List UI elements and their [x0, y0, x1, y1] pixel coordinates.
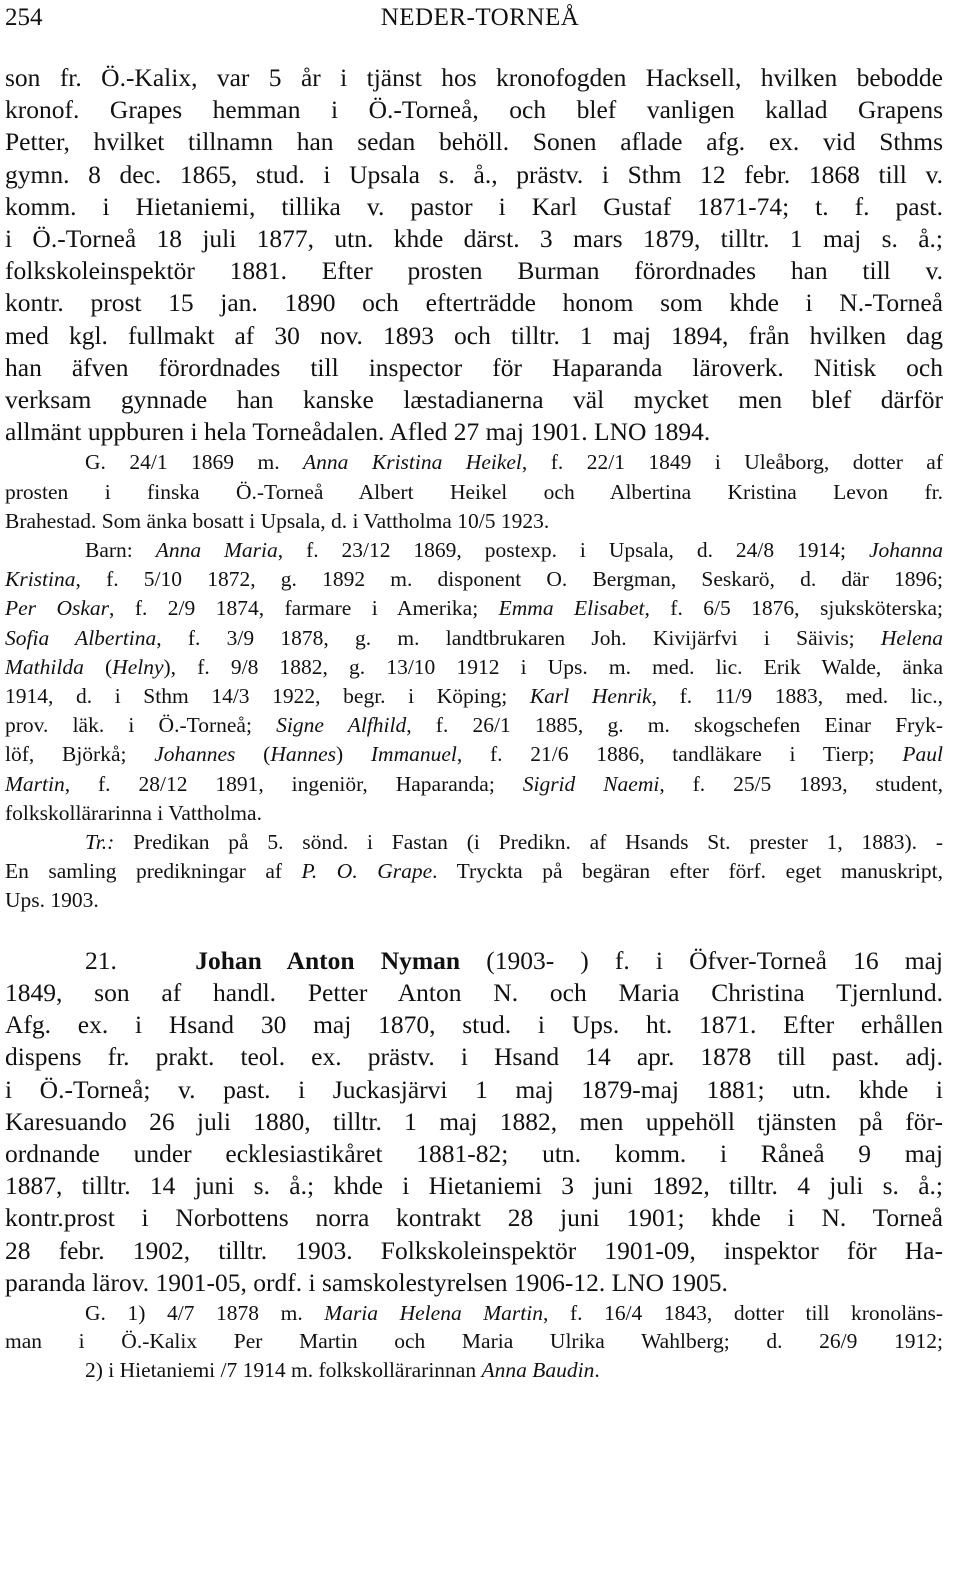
- text-line: verksam gynnade han kanske læstadianerna väl mycket men blef därför: [5, 385, 943, 415]
- text-line: i Ö.-Torneå; v. past. i Juckasjärvi 1 maj 1879-maj 1881; utn. khde i: [5, 1074, 943, 1104]
- person-name: Johanna: [868, 538, 943, 563]
- entry-gap: [5, 916, 943, 945]
- entry-20-biography: [5, 62, 943, 448]
- entry-20-family: [5, 448, 943, 915]
- text-line: Karesuando 26 juli 1880, tilltr. 1 maj 1882, men uppehöll tjänsten på för-: [5, 1106, 943, 1136]
- text-line: han äfven förordnades till inspector för Haparanda läroverk. Nitisk och: [5, 352, 943, 382]
- text-line: i Ö.-Torneå 18 juli 1877, utn. khde därst. 3 mars 1879, tilltr. 1 maj s. å.;: [5, 224, 943, 254]
- children-line: löf, Björkå; Johannes (Hannes) Immanuel, f. 21/6 1886, tandläkare i Tierp; Paul: [5, 742, 943, 767]
- text-line: son fr. Ö.-Kalix, var 5 år i tjänst hos kronofogden Hacksell, hvilken bebodde: [5, 63, 943, 92]
- person-name: Johannes: [154, 742, 236, 767]
- person-name: Emma Elisabet: [498, 596, 645, 621]
- text-line: 28 febr. 1902, tilltr. 1903. Folkskoleinspektör 1901-09, inspektor för Ha-: [5, 1235, 943, 1265]
- person-name: Per Oskar: [5, 596, 110, 621]
- text-line: paranda lärov. 1901-05, ordf. i samskolestyrelsen 1906-12. LNO 1905.: [5, 1267, 728, 1297]
- text-line: folkskollärarinna i Vattholma.: [5, 800, 262, 825]
- text-line: 1887, tilltr. 14 juni s. å.; khde i Hietaniemi 3 juni 1892, tilltr. 4 juli s. å.;: [5, 1171, 943, 1201]
- children-line: 1914, d. i Sthm 14/3 1922, begr. i Köping; Karl Henrik, f. 11/9 1883, med. lic.,: [5, 684, 943, 709]
- text-line: gymn. 8 dec. 1865, stud. i Upsala s. å., prästv. i Sthm 12 febr. 1868 till v.: [5, 159, 943, 189]
- text-line: man i Ö.-Kalix Per Martin och Maria Ulrika Wahlberg; d. 26/9 1912;: [5, 1329, 943, 1354]
- text-line: ordnande under ecklesiastikåret 1881-82; utn. komm. i Råneå 9 maj: [5, 1138, 943, 1168]
- text-line: Afg. ex. i Hsand 30 maj 1870, stud. i Ups. ht. 1871. Efter erhållen: [5, 1010, 943, 1040]
- text-line: kontr. prost 15 jan. 1890 och efterträdde honom som khde i N.-Torneå: [5, 288, 943, 318]
- entry-person-name: Johan Anton Nyman: [195, 945, 461, 975]
- marriage-line: G. 24/1 1869 m. Anna Kristina Heikel, f. 22/1 1849 i Uleåborg, dotter af: [85, 450, 943, 475]
- person-name: Signe Alfhild: [276, 713, 407, 738]
- children-line: Per Oskar, f. 2/9 1874, farmare i Amerika; Emma Elisabet, f. 6/5 1876, sjuksköterska;: [5, 596, 943, 621]
- text-line: Petter, hvilket tillnamn han sedan behöll. Sonen aflade afg. ex. vid Sthms: [5, 127, 943, 157]
- person-name: Anna Baudin: [481, 1357, 595, 1382]
- entry-number: 21.: [85, 945, 117, 975]
- person-name: Maria Helena Martin: [324, 1300, 543, 1325]
- text-line: kontr.prost i Norbottens norra kontrakt 28 juni 1901; khde i N. Torneå: [5, 1203, 943, 1233]
- person-name: Kristina: [5, 567, 76, 592]
- text-line: komm. i Hietaniemi, tillika v. pastor i Karl Gustaf 1871-74; t. f. past.: [5, 191, 943, 221]
- text-line: kronof. Grapes hemman i Ö.-Torneå, och blef vanligen kallad Grapens: [5, 95, 943, 125]
- page-body: [5, 62, 943, 1384]
- text-line: prosten i finska Ö.-Torneå Albert Heikel och Albertina Kristina Levon fr.: [5, 479, 943, 504]
- works-line: Tr.: Predikan på 5. sönd. i Fastan (i Predikn. af Hsands St. prester 1, 1883). -: [85, 830, 943, 855]
- children-line: prov. läk. i Ö.-Torneå; Signe Alfhild, f. 26/1 1885, g. m. skogschefen Einar Fryk-: [5, 713, 944, 738]
- person-name: Helena: [880, 625, 943, 650]
- person-name: Sigrid Naemi: [522, 771, 660, 796]
- page-header: [0, 4, 960, 44]
- person-name: Anna Kristina Heikel: [303, 450, 522, 475]
- person-name: Anna Maria: [155, 538, 278, 563]
- person-name: Sofia Albertina: [5, 625, 157, 650]
- person-name: Immanuel: [370, 742, 457, 767]
- text-line: dispens fr. prakt. teol. ex. prästv. i Hsand 14 apr. 1878 till past. adj.: [5, 1042, 943, 1072]
- person-name: Helny: [112, 654, 164, 679]
- entry-heading-line: 21. Johan Anton Nyman (1903- ) f. i Öfver-Torneå 16 maj: [85, 945, 943, 975]
- person-name: Hannes: [270, 742, 336, 767]
- text-line: 1849, son af handl. Petter Anton N. och Maria Christina Tjernlund.: [5, 977, 943, 1007]
- running-title: NEDER-TORNEÅ: [380, 4, 580, 31]
- children-line: Kristina, f. 5/10 1872, g. 1892 m. disponent O. Bergman, Seskarö, d. där 1896;: [5, 567, 943, 592]
- person-name: Paul: [902, 742, 943, 767]
- text-line: med kgl. fullmakt af 30 nov. 1893 och tilltr. 1 maj 1894, från hvilken dag: [5, 320, 943, 350]
- marriage-line: G. 1) 4/7 1878 m. Maria Helena Martin, f. 16/4 1843, dotter till kronoläns-: [85, 1300, 943, 1325]
- person-name: Martin: [5, 771, 65, 796]
- author-name: P. O. Grape: [301, 859, 433, 884]
- children-line: Mathilda (Helny), f. 9/8 1882, g. 13/10 1912 i Ups. m. med. lic. Erik Walde, änka: [5, 654, 943, 679]
- text-line: allmänt uppburen i hela Torneådalen. Afled 27 maj 1901. LNO 1894.: [5, 417, 711, 447]
- works-label: Tr.:: [85, 830, 115, 855]
- children-line: Barn: Anna Maria, f. 23/12 1869, postexp. i Upsala, d. 24/8 1914; Johanna: [85, 538, 943, 563]
- text-line: Ups. 1903.: [5, 888, 99, 913]
- person-name: Karl Henrik: [529, 684, 652, 709]
- children-line: Martin, f. 28/12 1891, ingeniör, Haparanda; Sigrid Naemi, f. 25/5 1893, student,: [5, 771, 943, 796]
- entry-21-biography: [5, 945, 943, 1299]
- children-line: Sofia Albertina, f. 3/9 1878, g. m. landtbrukaren Joh. Kivijärfvi i Säivis; Helena: [5, 625, 943, 650]
- text-line: folkskoleinspektör 1881. Efter prosten Burman förordnades han till v.: [5, 256, 943, 286]
- page-number: 254: [5, 4, 43, 31]
- text-line: Brahestad. Som änka bosatt i Upsala, d. i Vattholma 10/5 1923.: [5, 508, 550, 533]
- entry-21-family: [5, 1299, 943, 1385]
- marriage-line: 2) i Hietaniemi /7 1914 m. folkskollärarinnan Anna Baudin.: [85, 1357, 600, 1382]
- works-line: En samling predikningar af P. O. Grape. Tryckta på begäran efter förf. eget manuskript,: [5, 859, 943, 884]
- person-name: Mathilda: [5, 654, 84, 679]
